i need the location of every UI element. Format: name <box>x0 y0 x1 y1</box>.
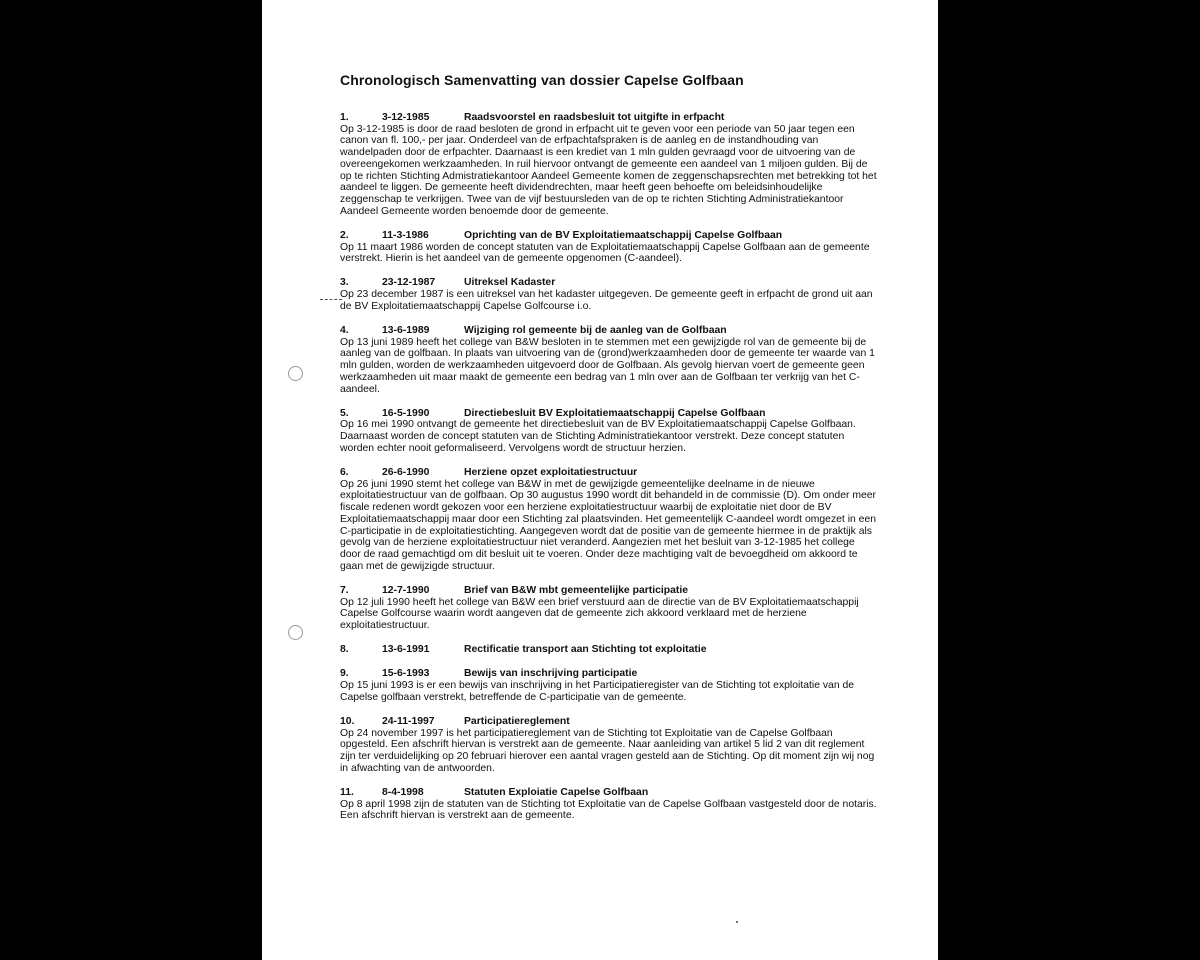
entry-title: Rectificatie transport aan Stichting tot exploitatie <box>464 644 707 656</box>
entry-title: Bewijs van inschrijving participatie <box>464 668 638 680</box>
chronology-entry <box>340 408 878 455</box>
entry-heading-line <box>340 585 878 597</box>
entry-heading-line <box>340 230 878 242</box>
entry-date: 13-6-1989 <box>382 325 430 337</box>
entry-number: 8. <box>340 644 349 656</box>
punch-hole-mark <box>288 366 303 381</box>
entry-date: 15-6-1993 <box>382 668 430 680</box>
entry-body: Op 23 december 1987 is een uitreksel van het kadaster uitgegeven. De gemeente geeft in erfpacht de grond uit aan de BV Exploitatiemaatschappij Capelse Golfcourse i.o. <box>340 289 873 312</box>
entry-heading-line <box>340 668 878 680</box>
chronology-entry <box>340 585 878 632</box>
entry-title: Participatiereglement <box>464 716 570 728</box>
entry-title: Raadsvoorstel en raadsbesluit tot uitgifte in erfpacht <box>464 112 725 123</box>
entry-date: 13-6-1991 <box>382 644 430 656</box>
entry-body: Op 12 juli 1990 heeft het college van B&W een brief verstuurd aan de directie van de BV Exploitatiemaatschappij Capelse Golfcourse waarin wordt aangeven dat de gemeente zich akkoord verklaard met de herziene exploitatiestructuur. <box>340 596 859 632</box>
entry-date: 12-7-1990 <box>382 584 430 596</box>
scan-dash-mark <box>320 299 342 300</box>
chronology-entry <box>340 277 878 312</box>
chronology-entry <box>340 716 878 775</box>
entry-number: 3. <box>340 277 349 289</box>
document-title: Chronologisch Samenvatting van dossier Capelse Golfbaan <box>340 72 744 88</box>
entry-number: 1. <box>340 112 349 123</box>
entry-body: Op 16 mei 1990 ontvangt de gemeente het directiebesluit van de BV Exploitatiemaatschappij Capelse Golfbaan. Daarnaast worden de concept statuten van de Stichting Administratiekantoor verstrekt. Deze concept statuten worden echter nooit geformaliseerd. Vervolgens wordt de structuur herzien. <box>340 419 856 454</box>
entry-heading-line <box>340 325 878 337</box>
entry-title: Directiebesluit BV Exploitatiemaatschappij Capelse Golfbaan <box>464 407 766 419</box>
entry-title: Statuten Exploiatie Capelse Golfbaan <box>464 787 649 799</box>
entry-title: Herziene opzet exploitatiestructuur <box>464 467 638 479</box>
entry-date: 3-12-1985 <box>382 112 430 123</box>
entry-number: 2. <box>340 229 349 241</box>
entry-number: 6. <box>340 467 349 479</box>
chronology-entry <box>340 787 878 822</box>
entry-body: Op 3-12-1985 is door de raad besloten de grond in erfpacht uit te geven voor een periode van 50 jaar tegen een canon van fl. 100,- per jaar. Onderdeel van de erfpachtafspraken is de aanleg en de instandhouding van wandelpaden door de erfpachter. Daarnaast is een krediet van 1 mln gulden gevraagd voor de uitvoering van de overeengekomen werkzaamheden. In ruil hiervoor ontvangt de gemeente een aandeel van 1 miljoen gulden. Bij de op te richten Stichting Admistratiekantoor Aandeel Gemeente komen de zeggenschapsrechten met betrekking tot het aandeel te liggen. De gemeente heeft dividendrechten, maar heeft geen behoefte om beleidsinhoudelijke zeggenschap te verkrijgen. Twee van de vijf bestuursleden van de op te richten Stichting Administratiekantoor Aandeel Gemeente worden benoemde door de gemeente. <box>340 123 877 217</box>
entry-number: 10. <box>340 716 355 728</box>
chronology-entry <box>340 230 878 265</box>
entry-title: Brief van B&W mbt gemeentelijke participatie <box>464 584 689 596</box>
entry-body: Op 24 november 1997 is het participatiereglement van de Stichting tot Exploitatie van de Capelse Golfbaan opgesteld. Een afschrift hiervan is verstrekt aan de gemeente. Naar aanleiding van artikel 5 lid 2 van dit reglement zijn ter verduidelijking op 20 februari hierover een aantal vragen gesteld aan de Stichting. Op dit moment zijn wij nog in afwachting van de antwoorden. <box>340 727 875 774</box>
document-page <box>262 0 938 960</box>
entry-date: 24-11-1997 <box>382 716 435 728</box>
entry-date: 8-4-1998 <box>382 787 424 799</box>
chronology-list <box>340 112 878 835</box>
chronology-entry <box>340 644 878 656</box>
scan-speck <box>736 921 738 923</box>
entry-heading-line <box>340 644 878 656</box>
punch-hole-mark <box>288 625 303 640</box>
entry-title: Wijziging rol gemeente bij de aanleg van de Golfbaan <box>464 325 727 337</box>
entry-heading-line <box>340 408 878 420</box>
chronology-entry <box>340 668 878 703</box>
entry-heading-line <box>340 467 878 479</box>
entry-number: 11. <box>340 787 354 799</box>
entry-title: Uitreksel Kadaster <box>464 277 556 289</box>
entry-date: 26-6-1990 <box>382 467 430 479</box>
entry-body: Op 8 april 1998 zijn de statuten van de Stichting tot Exploitatie van de Capelse Golfbaan vastgesteld door de notaris. Een afschrift hiervan is verstrekt aan de gemeente. <box>340 798 877 822</box>
entry-title: Oprichting van de BV Exploitatiemaatschappij Capelse Golfbaan <box>464 229 783 241</box>
entry-heading-line <box>340 277 878 289</box>
entry-date: 16-5-1990 <box>382 407 430 419</box>
entry-date: 11-3-1986 <box>382 229 429 241</box>
entry-number: 7. <box>340 584 349 596</box>
chronology-entry <box>340 325 878 395</box>
entry-heading-line <box>340 716 878 728</box>
entry-body: Op 13 juni 1989 heeft het college van B&W besloten in te stemmen met een gewijzigde rol van de gemeente bij de aanleg van de golfbaan. In plaats van uitvoering van de (grond)werkzaamheden door de gemeente ter waarde van 1 mln gulden, worden de werkzaamheden uitgevoerd door de Golfbaan. Als gevolg hiervan voert de gemeente geen werkzaamheden uit maar maakt de gemeente een bedrag van 1 mln over aan de Golfbaan ter verkrijg van het C-aandeel. <box>340 336 875 395</box>
entry-date: 23-12-1987 <box>382 277 436 289</box>
entry-number: 4. <box>340 325 349 337</box>
entry-body: Op 11 maart 1986 worden de concept statuten van de Exploitatiemaatschappij Capelse Golfbaan aan de gemeente verstrekt. Hierin is het aandeel van de gemeente opgenomen (C-aandeel). <box>340 241 870 265</box>
entry-heading-line <box>340 787 878 799</box>
entry-body: Op 15 juni 1993 is er een bewijs van inschrijving in het Participatieregister van de Stichting tot exploitatie van de Capelse golfbaan verstrekt, betreffende de C-participatie van de gemeente. <box>340 680 855 703</box>
entry-heading-line <box>340 112 878 124</box>
chronology-entry <box>340 467 878 572</box>
chronology-entry <box>340 112 878 217</box>
entry-number: 9. <box>340 668 349 680</box>
entry-number: 5. <box>340 407 349 419</box>
entry-body: Op 26 juni 1990 stemt het college van B&W in met de gewijzigde gemeentelijke deelname in de nieuwe exploitatiestructuur van de golfbaan. Op 30 augustus 1990 wordt dit behandeld in de commissie (D). Om onder meer fiscale redenen wordt gekozen voor een herziene exploitatiestructuur waarbij de exploitatie niet door de BV Exploitatiemaatschappij maar door een Stichting zal plaatsvinden. Het gemeentelijk C-aandeel wordt omgezet in een C-participatie in de exploitatiestichting. Aangegeven wordt dat de positie van de gemeente hiermee in de praktijk als gevolg van de herziene exploitatiestructuur niet veranderd. Aangezien met het besluit van 3-12-1985 het college door de raad gemachtigd om dit besluit uit te voeren. Onder deze machtiging valt de bevoegdheid om akkoord te gaan met de gewijzigde structuur. <box>340 478 877 572</box>
